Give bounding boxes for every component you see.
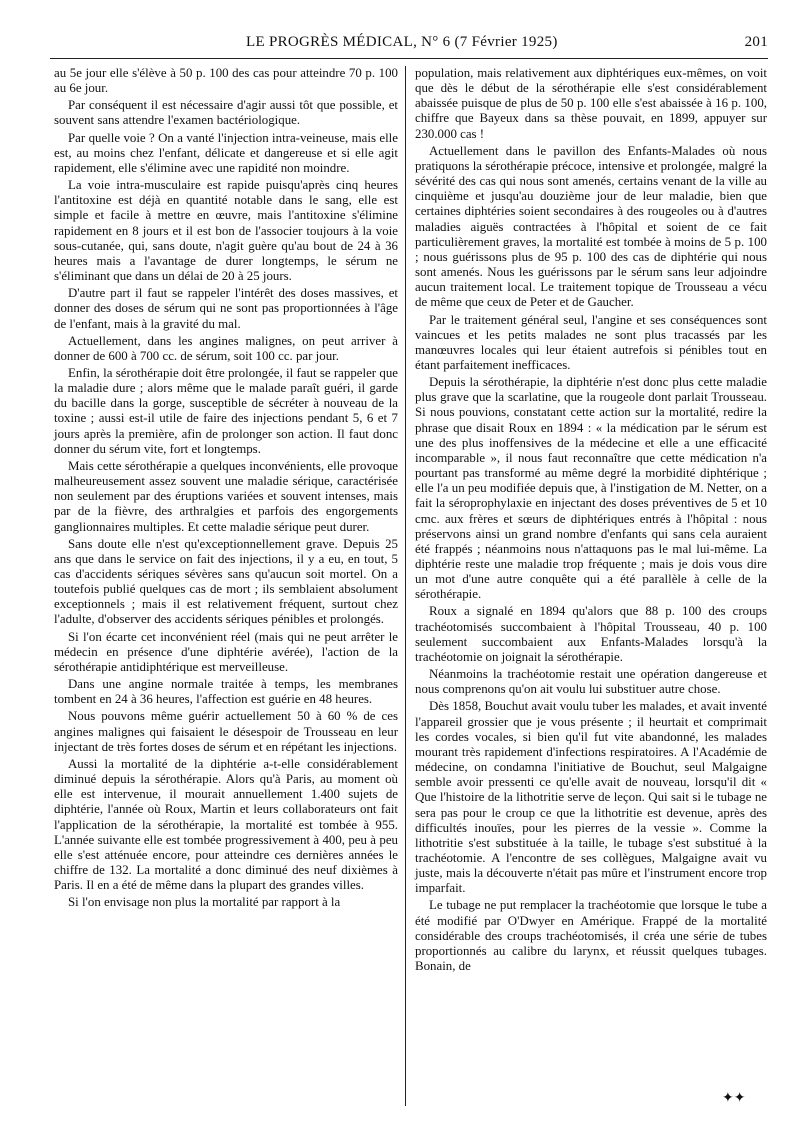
continuation-mark: ✦✦ bbox=[722, 1091, 746, 1106]
paragraph: Depuis la sérothérapie, la diphtérie n'est donc plus cette maladie plus grave que la scarlatine, que la rougeole dont parlait Trousseau. Si nous pouvions, constatant cette action sur la mortalité, redire la phrase que disait Roux en 1894 : « la médication par le sérum est une des plus inoffensives de la médecine et elle a une efficacité incomparable », il nous faut reconnaître que cette médication n'a pourtant pas transformé au même degré la morbidité diphtérique ; elle l'a un peu modifiée depuis que, à l'instigation de M. Netter, on a fait la séroprophylaxie en injectant des doses préventives de 5 et 10 cmc. aux frères et sœurs de diphtériques entrés à l'hôpital : nous préservons ainsi un grand nombre d'enfants qui sans cela auraient été frappés ; néanmoins nous n'attaquons pas le mal lui-même. La diphtérie reste une maladie trop fréquente ; mais je dois vous dire un mot d'une autre conquête qui a été parallèle à celle de la sérothérapie. bbox=[415, 375, 767, 602]
paragraph: Roux a signalé en 1894 qu'alors que 88 p. 100 des croups trachéotomisés succombaient à l'hôpital Trousseau, 40 p. 100 seulement succombaient aux Enfants-Malades lorsqu'à la trachéotomie on joignait la sérothérapie. bbox=[415, 604, 767, 664]
paragraph: D'autre part il faut se rappeler l'intérêt des doses massives, et donner des doses de sérum qui ne sont pas proportionnées à l'âge de l'enfant, mais à la gravité du mal. bbox=[54, 286, 398, 331]
paragraph: population, mais relativement aux diphtériques eux-mêmes, on voit que dès le début de la sérothérapie elle s'est considérablement abaissée puisque de plus de 50 p. 100 elle s'est abaissée à 16 p. 100, chiffre que Bayeux dans sa thèse pouvait, en 1899, appuyer sur 230.000 cas ! bbox=[415, 66, 767, 141]
journal-title: LE PROGRÈS MÉDICAL, N° 6 (7 Février 1925) bbox=[246, 34, 558, 50]
paragraph: Si l'on écarte cet inconvénient réel (mais qui ne peut arrêter le médecin en présence d'une diphtérie avérée), l'action de la sérothérapie antidiphtérique est merveilleuse. bbox=[54, 629, 398, 674]
paragraph: Actuellement, dans les angines malignes, on peut arriver à donner de 600 à 700 cc. de sérum, soit 100 cc. par jour. bbox=[54, 333, 398, 363]
column-divider bbox=[405, 66, 406, 1106]
paragraph: au 5e jour elle s'élève à 50 p. 100 des cas pour atteindre 70 p. 100 au 6e jour. bbox=[54, 66, 398, 96]
paragraph: Dès 1858, Bouchut avait voulu tuber les malades, et avait inventé l'appareil grossier que je vous présente ; il heurtait et comprimait les cordes vocales, si bien qu'il fut vite abandonné, les malades mourant très rapidement d'infections respiratoires. A l'Académie de médecine, on condamna l'initiative de Bouchut, seul Malgaigne semble avoir pressenti ce qu'elle avait de nouveau, lorsqu'il dit « Que l'histoire de la lithotritie serve de leçon. Qui sait si le tubage ne sera pas pour le croup ce que la lithotritie est devenue, après des difficultés inouïes, pour les pierres de la vessie ». Comme la lithotritie s'est substituée à la taille, le tubage s'est substitué à la trachéotomie. A l'encontre de ses collègues, Malgaigne avait vu juste, mais la découverte n'était pas mûre et l'instrument encore trop imparfait. bbox=[415, 699, 767, 896]
running-header bbox=[56, 34, 768, 56]
page-number: 201 bbox=[744, 34, 768, 50]
paragraph: Aussi la mortalité de la diphtérie a-t-elle considérablement diminué depuis la sérothérapie. Alors qu'à Paris, au moment où elle est intervenue, il mourait annuellement 1.400 sujets de diphtérie, l'année où Roux, Martin et leurs collaborateurs ont fait l'application de la sérothérapie, la mortalité est tombée à 955. L'année suivante elle est tombée progressivement à 400, peu à peu elle s'est atténuée encore, pour atteindre ces dernières années le chiffre de 132. La mortalité a donc diminué des neuf dixièmes à Paris. Il en a été de même dans la plupart des grandes villes. bbox=[54, 756, 398, 893]
paragraph: Actuellement dans le pavillon des Enfants-Malades où nous pratiquons la sérothérapie précoce, intensive et prolongée, malgré la sévérité des cas qui nous sont amenés, certains venant de la ville au cinquième et jusqu'au douzième jour de leur maladie, bien que certaines diphtéries soient secondaires à des rougeoles ou à d'autres maladies aiguës contractées à l'hôpital et soient de ce fait particulièrement graves, la mortalité est tombée à moins de 5 p. 100 ; nous guérissons plus de 95 p. 100 des cas de diphtérie qui nous sont amenés. Nous les guérissons par le sérum sans leur adjoindre aucun traitement local. Le traitement topique de Trousseau a vécu de même que ceux de Peter et de Gaucher. bbox=[415, 143, 767, 310]
paragraph: Par quelle voie ? On a vanté l'injection intra-veineuse, mais elle est, au moins chez l'enfant, délicate et dangereuse et si elle agit rapidement, elle s'élimine avec une rapidité non moindre. bbox=[54, 130, 398, 175]
paragraph: Si l'on envisage non plus la mortalité par rapport à la bbox=[68, 895, 341, 910]
paragraph: Nous pouvons même guérir actuellement 50 à 60 % de ces angines malignes qui faisaient le désespoir de Trousseau en leur injectant de très fortes doses de sérum et en répétant les injections. bbox=[54, 709, 398, 754]
paragraph: Par le traitement général seul, l'angine et ses conséquences sont vaincues et les petits malades ne sont plus tracassés par les manœuvres locales qui leur étaient autrefois si pénibles tout en étant parfaitement inefficaces. bbox=[415, 312, 767, 372]
left-column bbox=[54, 66, 398, 910]
paragraph: Par conséquent il est nécessaire d'agir aussi tôt que possible, et souvent sans attendre l'examen bactériologique. bbox=[54, 98, 398, 128]
paragraph: Néanmoins la trachéotomie restait une opération dangereuse et nous comprenons qu'on ait voulu lui substituer autre chose. bbox=[415, 667, 767, 697]
paragraph: Sans doute elle n'est qu'exceptionnellement grave. Depuis 25 ans que dans le service on fait des injections, il y a eu, en tout, 5 cas d'accidents sériques sévères sans qu'aucun soit mortel. On a toutefois publié quelques cas de mort ; ils semblaient absolument exceptionnels ; mais il est relativement fréquent, surtout chez l'adulte, d'observer des accidents sériques pénibles et prolongés. bbox=[54, 536, 398, 627]
paragraph: Dans une angine normale traitée à temps, les membranes tombent en 24 à 36 heures, l'affection est guérie en 48 heures. bbox=[54, 677, 398, 707]
paragraph: Enfin, la sérothérapie doit être prolongée, il faut se rappeler que la maladie dure ; alors même que le malade paraît guéri, il garde du bacille dans la gorge, susceptible de sécréter à nouveau de la toxine ; aussi est-il utile de faire des injections pendant 5, 6 et 7 jours après la première, afin de prolonger son action. Il faut donc donner du sérum vite, fort et longtemps. bbox=[54, 365, 398, 456]
right-column bbox=[415, 66, 767, 974]
paragraph: Le tubage ne put remplacer la trachéotomie que lorsque le tube a été modifié par O'Dwyer en Amérique. Frappé de la mortalité considérable des croups trachéotomisés, il créa une série de tubes proportionnés au calibre du larynx, et réussit quelques tubages. Bonain, de bbox=[415, 898, 767, 974]
header-rule bbox=[50, 58, 768, 59]
paragraph: Mais cette sérothérapie a quelques inconvénients, elle provoque malheureusement assez souvent une maladie sérique, caractérisée non seulement par des éruptions variées et souvent intenses, mais par de la fièvre, des arthralgies et parfois des engorgements ganglionnaires multiples. Et cette maladie sérique peut durer. bbox=[54, 458, 398, 534]
paragraph: La voie intra-musculaire est rapide puisqu'après cinq heures l'antitoxine est déjà en quantité notable dans le sang, elle est simple et facile à mettre en œuvre, mais l'antitoxine s'élimine rapidement en 8 jours et il est bon de l'associer toujours à la voie sous-cutanée, qui, sans doute, n'agit guère qu'au bout de 24 à 36 heures mais a l'avantage de durer longtemps, le sérum ne s'éliminant que dans un délai de 20 à 25 jours. bbox=[54, 178, 398, 284]
